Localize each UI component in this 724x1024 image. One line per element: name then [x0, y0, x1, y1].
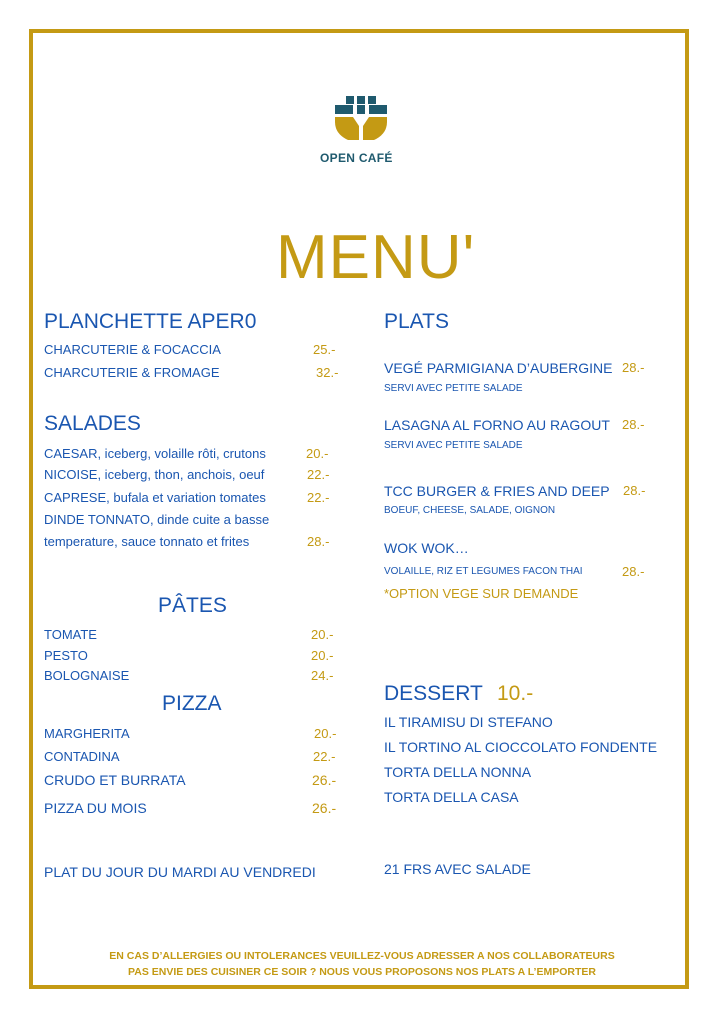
menu-item-price: 28.-: [307, 534, 330, 549]
section-heading-salades: SALADES: [44, 412, 141, 435]
menu-item-name: MARGHERITA: [44, 726, 130, 741]
menu-item-description: BOEUF, CHEESE, SALADE, OIGNON: [384, 505, 556, 516]
menu-item-name: CRUDO ET BURRATA: [44, 772, 186, 788]
dessert-item: TORTA DELLA NONNA: [384, 764, 532, 780]
dessert-item: TORTA DELLA CASA: [384, 789, 519, 805]
menu-item-price: 20.-: [311, 627, 334, 642]
menu-item-description: VOLAILLE, RIZ ET LEGUMES FACON THAI: [384, 566, 583, 577]
menu-item-price: 20.-: [311, 648, 334, 663]
dessert-item: IL TIRAMISU DI STEFANO: [384, 714, 553, 730]
menu-border: [29, 29, 689, 989]
menu-item-name: LASAGNA AL FORNO AU RAGOUT: [384, 417, 610, 433]
menu-item-name: DINDE TONNATO, dinde cuite a basse: [44, 512, 270, 527]
menu-item-name: CAESAR, iceberg, volaille rôti, crutons: [44, 446, 266, 461]
menu-item-name: CHARCUTERIE & FOCACCIA: [44, 342, 221, 357]
section-heading-plats: PLATS: [384, 310, 449, 333]
menu-item-price: 26.-: [312, 772, 337, 788]
salade-price-note: 21 FRS AVEC SALADE: [384, 861, 531, 877]
menu-item-name: PIZZA DU MOIS: [44, 800, 147, 816]
menu-item-price: 28.-: [623, 483, 646, 498]
menu-item-name: temperature, sauce tonnato et frites: [44, 534, 250, 549]
menu-item-name: TCC BURGER & FRIES AND DEEP: [384, 483, 610, 499]
menu-item-price: 26.-: [312, 800, 337, 816]
menu-title: MENU': [276, 223, 476, 292]
menu-item-price: 20.-: [314, 726, 337, 741]
menu-item-name: VEGÉ PARMIGIANA D’AUBERGINE: [384, 360, 613, 376]
menu-item-name: CAPRESE, bufala et variation tomates: [44, 490, 266, 505]
vege-option-note: *OPTION VEGE SUR DEMANDE: [384, 586, 579, 601]
menu-item-price: 32.-: [316, 365, 339, 380]
menu-item-price: 25.-: [313, 342, 336, 357]
menu-item-price: 24.-: [311, 668, 334, 683]
menu-item-price: 20.-: [306, 446, 329, 461]
section-heading-pizza: PIZZA: [162, 692, 222, 715]
section-heading-dessert: DESSERT: [384, 682, 483, 705]
section-heading-pates: PÂTES: [158, 594, 227, 617]
menu-item-name: NICOISE, iceberg, thon, anchois, oeuf: [44, 467, 265, 482]
section-heading-planchette: PLANCHETTE APER0: [44, 310, 257, 333]
menu-item-description: SERVI AVEC PETITE SALADE: [384, 383, 523, 394]
menu-item-price: 28.-: [622, 564, 645, 579]
menu-item-name: TOMATE: [44, 627, 97, 642]
allergy-notice: EN CAS D’ALLERGIES OU INTOLERANCES VEUILLEZ-VOUS ADRESSER A NOS COLLABORATEURS: [109, 950, 615, 962]
logo-text: OPEN CAFÉ: [320, 151, 393, 165]
menu-item-description: SERVI AVEC PETITE SALADE: [384, 440, 523, 451]
dessert-price: 10.-: [497, 682, 534, 705]
menu-item-name: PESTO: [44, 648, 88, 663]
takeaway-notice: PAS ENVIE DES CUISINER CE SOIR ? NOUS VOUS PROPOSONS NOS PLATS A L’EMPORTER: [128, 966, 596, 978]
menu-item-price: 22.-: [307, 490, 330, 505]
menu-item-price: 22.-: [313, 749, 336, 764]
plat-du-jour-note: PLAT DU JOUR DU MARDI AU VENDREDI: [44, 864, 316, 880]
menu-item-price: 22.-: [307, 467, 330, 482]
dessert-item: IL TORTINO AL CIOCCOLATO FONDENTE: [384, 739, 658, 755]
menu-item-name: CONTADINA: [44, 749, 120, 764]
menu-item-name: BOLOGNAISE: [44, 668, 130, 683]
open-cafe-logo-icon: [334, 96, 392, 142]
menu-item-name: CHARCUTERIE & FROMAGE: [44, 365, 220, 380]
menu-item-price: 28.-: [622, 360, 645, 375]
menu-item-name: WOK WOK…: [384, 540, 469, 556]
menu-item-price: 28.-: [622, 417, 645, 432]
